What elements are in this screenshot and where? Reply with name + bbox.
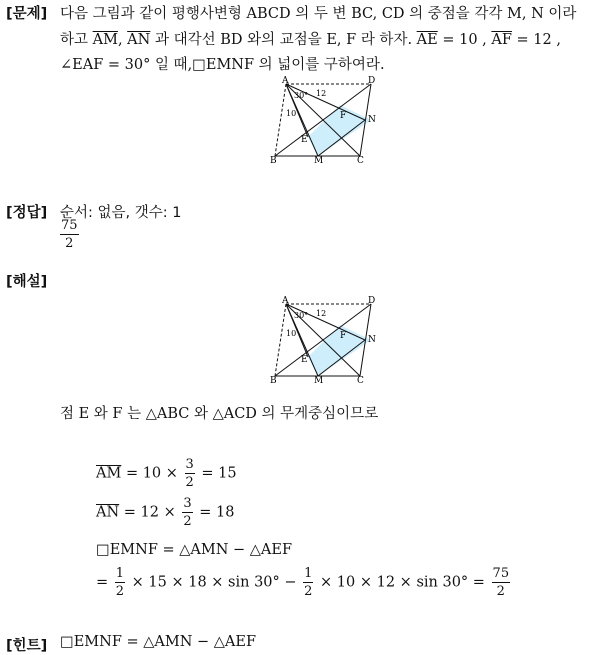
answer-numerator: 75 — [61, 218, 78, 233]
eq-am-left: = 10 × — [125, 465, 178, 482]
problem-line-2 — [60, 28, 561, 49]
problem-line-2-c: = 10 , — [442, 32, 487, 48]
eq-calc — [96, 567, 512, 598]
eq-calc-d1: 2 — [115, 584, 125, 599]
problem-line-2-a: 하고 — [60, 32, 89, 48]
label-b: B — [270, 376, 277, 384]
eq-am-seg: $\overline{AM}$ — [96, 465, 122, 482]
eq-area: □EMNF = △AMN − △AEF — [96, 542, 293, 558]
parallelogram-figure — [268, 74, 388, 164]
segment-am: $\overline{AM}$ — [92, 32, 118, 48]
label-f: F — [340, 331, 347, 341]
eq-an-right: = 18 — [199, 504, 235, 521]
angle-label: 30° — [294, 91, 309, 100]
eq-an-seg: $\overline{AN}$ — [96, 504, 120, 521]
problem-label: [문제] — [6, 6, 48, 22]
answer-fraction — [58, 219, 81, 250]
hint-text: □EMNF = △AMN − △AEF — [60, 634, 257, 650]
segment-ae: $\overline{AE}$ — [416, 32, 438, 48]
eq-an-den: 2 — [183, 514, 192, 529]
explanation-figure — [268, 294, 388, 384]
eq-calc-equals: = — [96, 574, 109, 591]
eq-am-den: 2 — [185, 475, 194, 490]
problem-line-2-d: = 12 , — [516, 32, 561, 48]
length-af: 12 — [316, 309, 327, 318]
comma: , — [117, 32, 123, 48]
label-b: B — [270, 156, 277, 164]
label-a: A — [282, 76, 289, 86]
problem-line-3: ∠EAF = 30° 일 때,□EMNF 의 넓이를 구하여라. — [60, 57, 385, 73]
eq-calc-n2: 1 — [304, 566, 313, 581]
label-n: N — [368, 115, 376, 125]
segment-an: $\overline{AN}$ — [127, 32, 151, 48]
eq-calc-d3: 2 — [496, 584, 505, 599]
label-m: M — [314, 376, 324, 384]
eq-calc-mid2: × 10 × 12 × sin 30° = — [320, 574, 485, 591]
eq-an — [96, 497, 234, 528]
length-ae: 10 — [286, 329, 297, 338]
label-c: C — [357, 376, 364, 384]
centroid-statement: 점 E 와 F 는 △ABC 와 △ACD 의 무게중심이므로 — [60, 406, 379, 422]
answer-label: [정답] — [6, 205, 48, 221]
problem-line-1: 다음 그림과 같이 평행사변형 ABCD 의 두 변 BC, CD 의 중점을 각각 M, N 이라 — [60, 6, 577, 22]
explanation-label: [해설] — [6, 274, 48, 290]
label-m: M — [314, 156, 324, 164]
label-d: D — [368, 296, 376, 306]
problem-line-2-b: 과 대각선 BD 와의 교점을 E, F 라 하자. — [154, 32, 413, 48]
label-e: E — [301, 135, 308, 145]
segment-af: $\overline{AF}$ — [491, 32, 512, 48]
eq-an-left: = 12 × — [123, 504, 176, 521]
label-a: A — [282, 296, 289, 306]
eq-calc-n1: 1 — [115, 566, 125, 581]
eq-calc-n3: 75 — [492, 566, 510, 581]
angle-label: 30° — [294, 311, 309, 320]
eq-am — [96, 458, 237, 489]
label-c: C — [357, 156, 364, 164]
eq-calc-mid: × 15 × 18 × sin 30° − — [131, 574, 297, 591]
eq-am-right: = 15 — [201, 465, 237, 482]
label-d: D — [368, 76, 376, 86]
eq-am-num: 3 — [185, 457, 194, 472]
eq-an-num: 3 — [183, 496, 192, 511]
label-f: F — [340, 111, 347, 121]
answer-text: 순서: 없음, 갯수: 1 — [60, 205, 182, 221]
length-af: 12 — [316, 89, 327, 98]
label-e: E — [301, 355, 308, 365]
length-ae: 10 — [286, 109, 297, 118]
eq-calc-d2: 2 — [304, 584, 313, 599]
label-n: N — [368, 335, 376, 345]
hint-label: [힌트] — [6, 638, 48, 654]
answer-denominator: 2 — [65, 236, 74, 251]
